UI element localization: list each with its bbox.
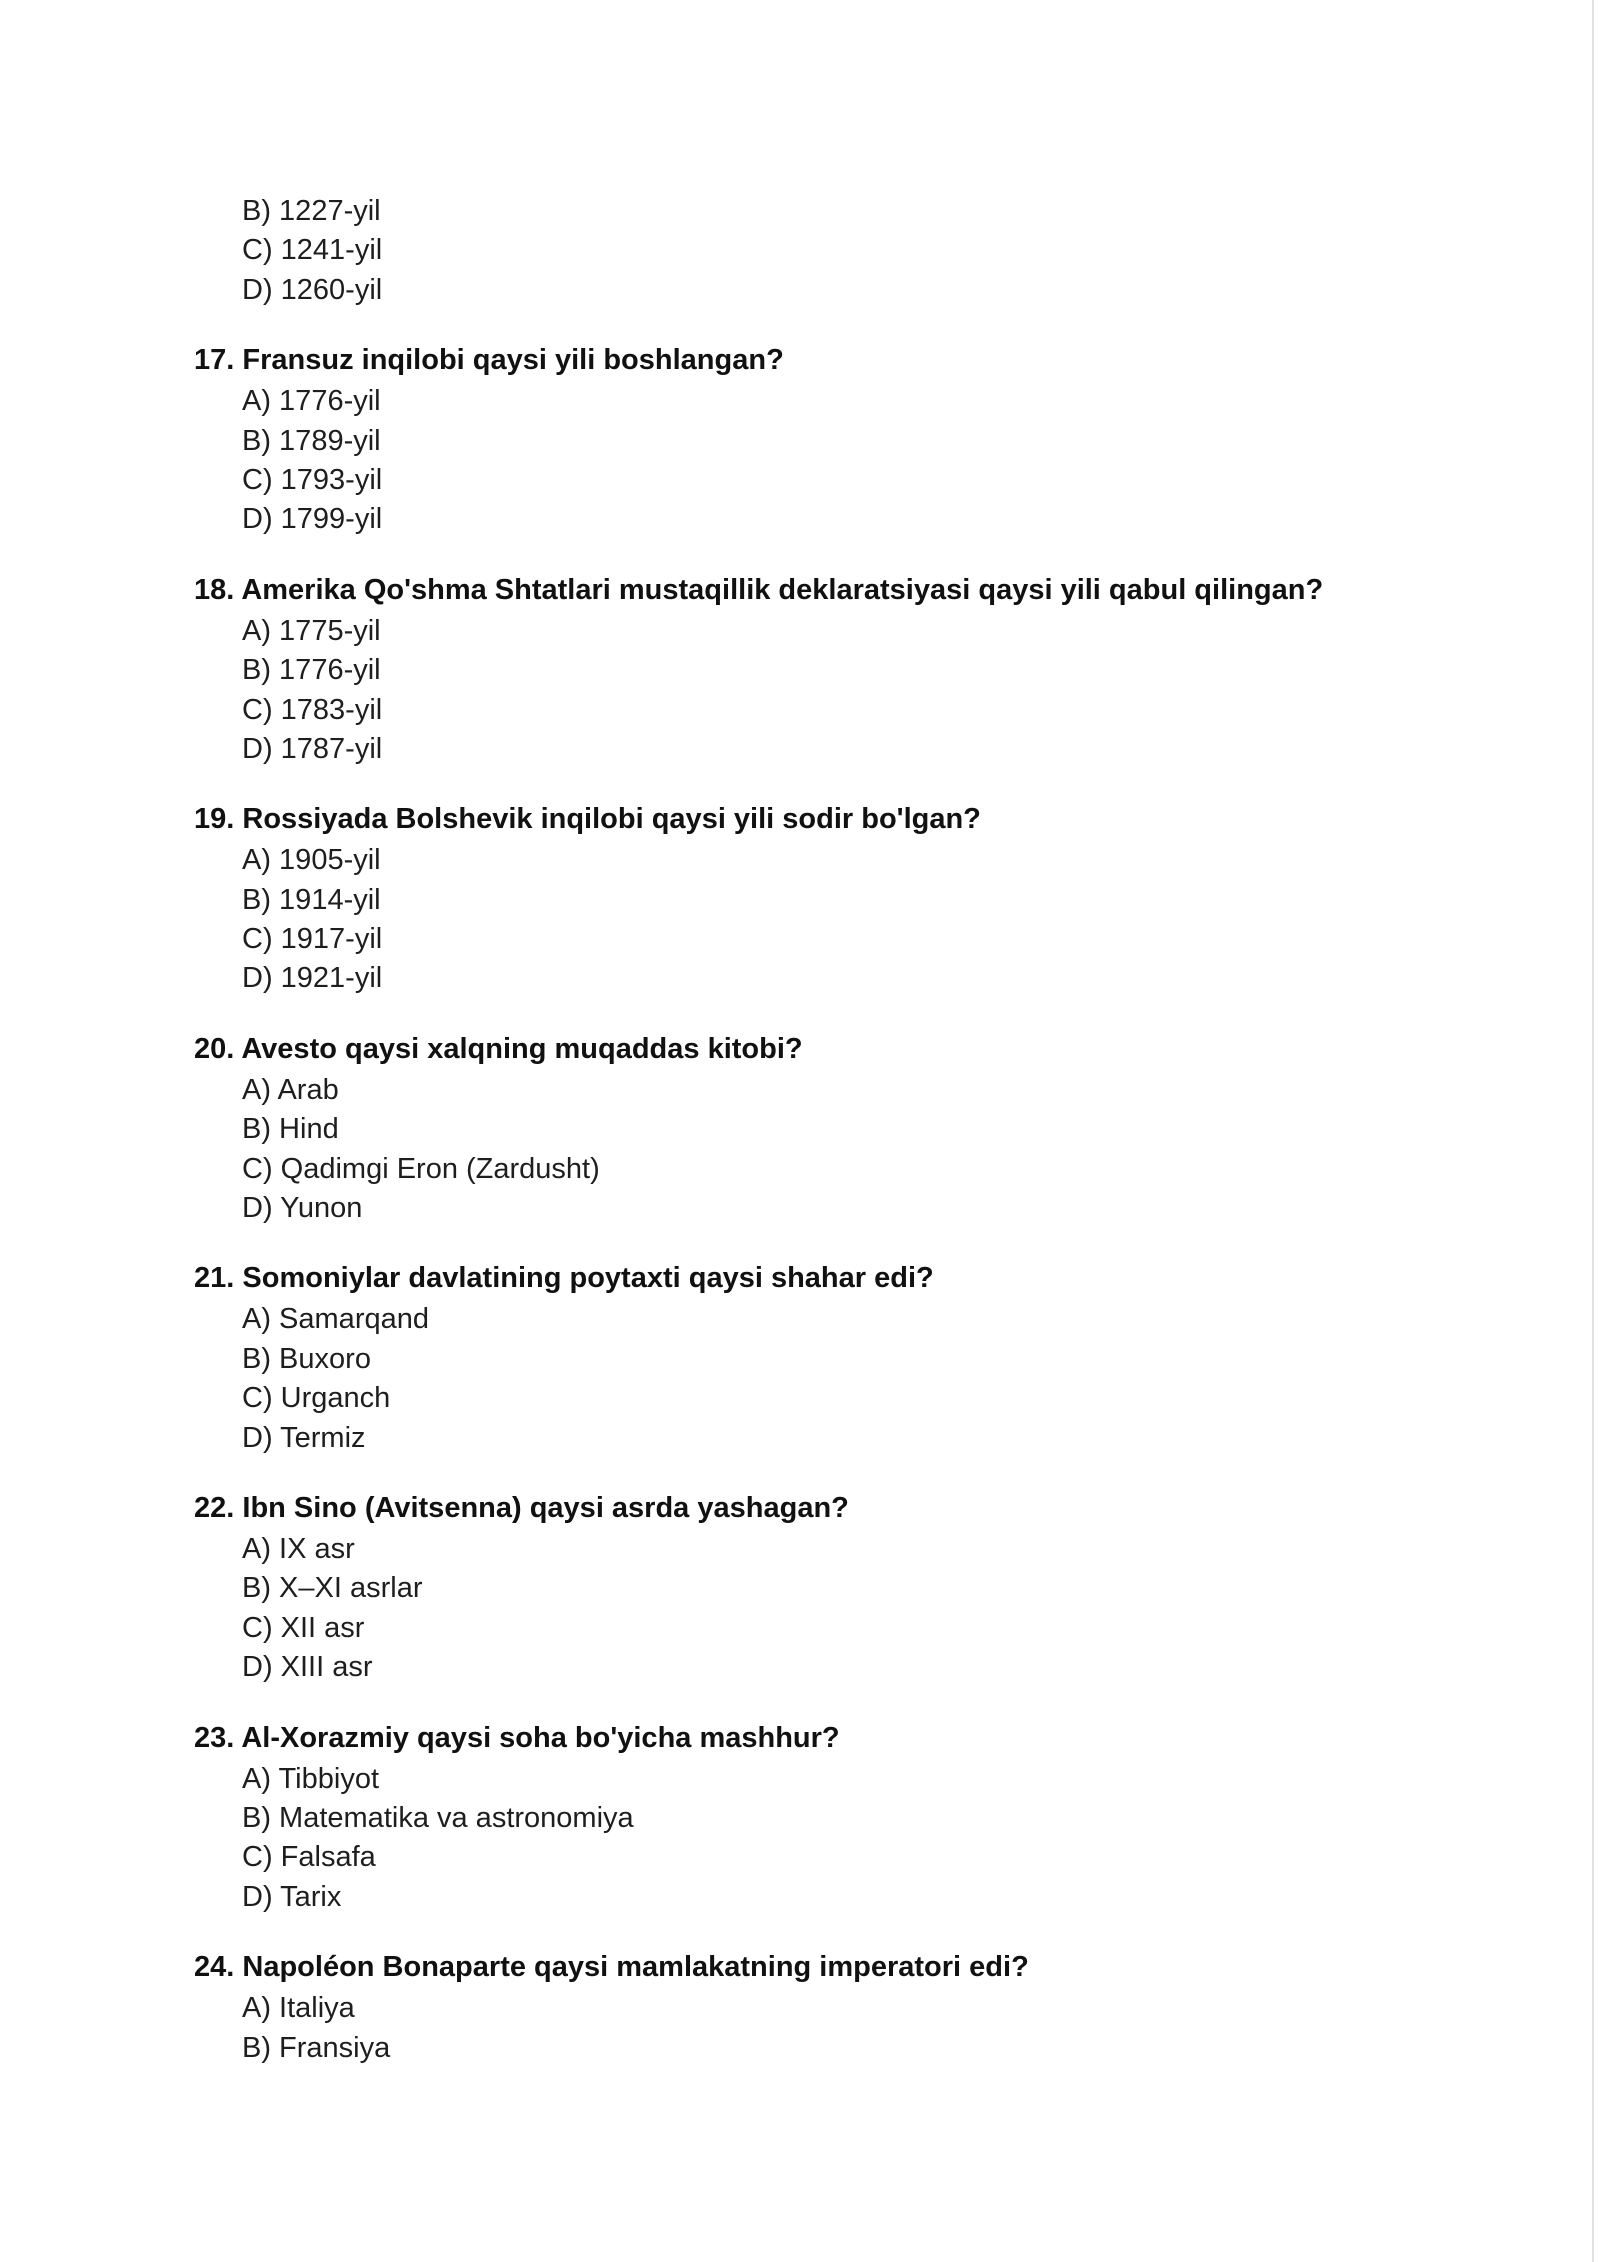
answer-option: C) Urganch xyxy=(242,1382,391,1415)
question-text xyxy=(194,797,1554,841)
page-edge-divider xyxy=(1592,0,1594,2262)
quiz-content xyxy=(194,192,1554,2068)
question-number: 23. xyxy=(194,1721,235,1754)
question-prompt: Fransuz inqilobi qaysi yili boshlangan? xyxy=(242,344,784,377)
question-text xyxy=(194,1027,1554,1071)
question-17 xyxy=(194,338,1554,540)
question-prompt: Amerika Qo'shma Shtatlari mustaqillik deklaratsiyasi qaysi yili qabul qilingan? xyxy=(241,573,1324,606)
question-prompt: Rossiyada Bolshevik inqilobi qaysi yili sodir bo'lgan? xyxy=(242,803,981,836)
answer-option: A) Tibbiyot xyxy=(242,1762,379,1795)
answer-option: C) Falsafa xyxy=(242,1841,376,1874)
answer-option: B) 1789-yil xyxy=(242,424,381,457)
answer-option: C) 1241-yil xyxy=(242,234,383,267)
answer-option: A) IX asr xyxy=(242,1532,355,1565)
question-22 xyxy=(194,1486,1554,1688)
answer-option: D) 1787-yil xyxy=(242,732,383,765)
question-24 xyxy=(194,1945,1554,2068)
answer-option: D) Termiz xyxy=(242,1421,366,1454)
question-21 xyxy=(194,1256,1554,1458)
answer-option: A) 1905-yil xyxy=(242,844,381,877)
answer-option: A) Arab xyxy=(242,1073,339,1106)
answer-option: D) Tarix xyxy=(242,1880,342,1913)
question-text xyxy=(194,1256,1554,1300)
answer-option: C) 1917-yil xyxy=(242,923,383,956)
answer-option: C) 1793-yil xyxy=(242,463,383,496)
question-text xyxy=(194,1486,1554,1530)
question-text xyxy=(194,338,1554,382)
answer-option: D) Yunon xyxy=(242,1192,363,1225)
question-number: 18. xyxy=(194,573,235,606)
answer-option: B) Matematika va astronomiya xyxy=(242,1801,634,1834)
answer-option: A) Italiya xyxy=(242,1992,355,2025)
answer-option: D) 1260-yil xyxy=(242,273,383,306)
question-prompt: Napoléon Bonaparte qaysi mamlakatning imperatori edi? xyxy=(242,1951,1029,1984)
answer-option: C) 1783-yil xyxy=(242,693,383,726)
answer-option: C) Qadimgi Eron (Zardusht) xyxy=(242,1152,600,1185)
question-prompt: Somoniylar davlatining poytaxti qaysi shahar edi? xyxy=(242,1262,934,1295)
question-number: 17. xyxy=(194,344,235,377)
answer-option: B) Fransiya xyxy=(242,2031,391,2064)
answer-option: D) 1921-yil xyxy=(242,962,383,995)
question-number: 20. xyxy=(194,1032,235,1065)
question-text xyxy=(194,1945,1554,1989)
question-number: 21. xyxy=(194,1262,235,1295)
answer-option: B) X–XI asrlar xyxy=(242,1572,423,1605)
answer-option: C) XII asr xyxy=(242,1611,365,1644)
question-prompt: Al-Xorazmiy qaysi soha bo'yicha mashhur? xyxy=(241,1721,840,1754)
answer-option: A) 1775-yil xyxy=(242,614,381,647)
answer-option: D) 1799-yil xyxy=(242,503,383,536)
question-text xyxy=(194,1716,1554,1760)
question-20 xyxy=(194,1027,1554,1229)
answer-option: A) 1776-yil xyxy=(242,385,381,418)
answer-option: B) 1227-yil xyxy=(242,195,381,227)
question-number: 19. xyxy=(194,803,235,836)
question-19 xyxy=(194,797,1554,999)
question-prompt: Avesto qaysi xalqning muqaddas kitobi? xyxy=(241,1032,803,1065)
question-text xyxy=(194,568,1554,612)
answer-option: B) 1776-yil xyxy=(242,654,381,687)
question-18 xyxy=(194,568,1554,770)
answer-option: B) Buxoro xyxy=(242,1342,371,1375)
question-prompt: Ibn Sino (Avitsenna) qaysi asrda yashagan? xyxy=(242,1491,849,1524)
answer-option: B) 1914-yil xyxy=(242,883,381,916)
question-23 xyxy=(194,1716,1554,1918)
answer-option: B) Hind xyxy=(242,1113,339,1146)
answer-option: A) Samarqand xyxy=(242,1303,429,1336)
question-number: 24. xyxy=(194,1951,235,1984)
continued-question-options xyxy=(194,192,1554,310)
answer-option: D) XIII asr xyxy=(242,1651,373,1684)
question-number: 22. xyxy=(194,1491,235,1524)
